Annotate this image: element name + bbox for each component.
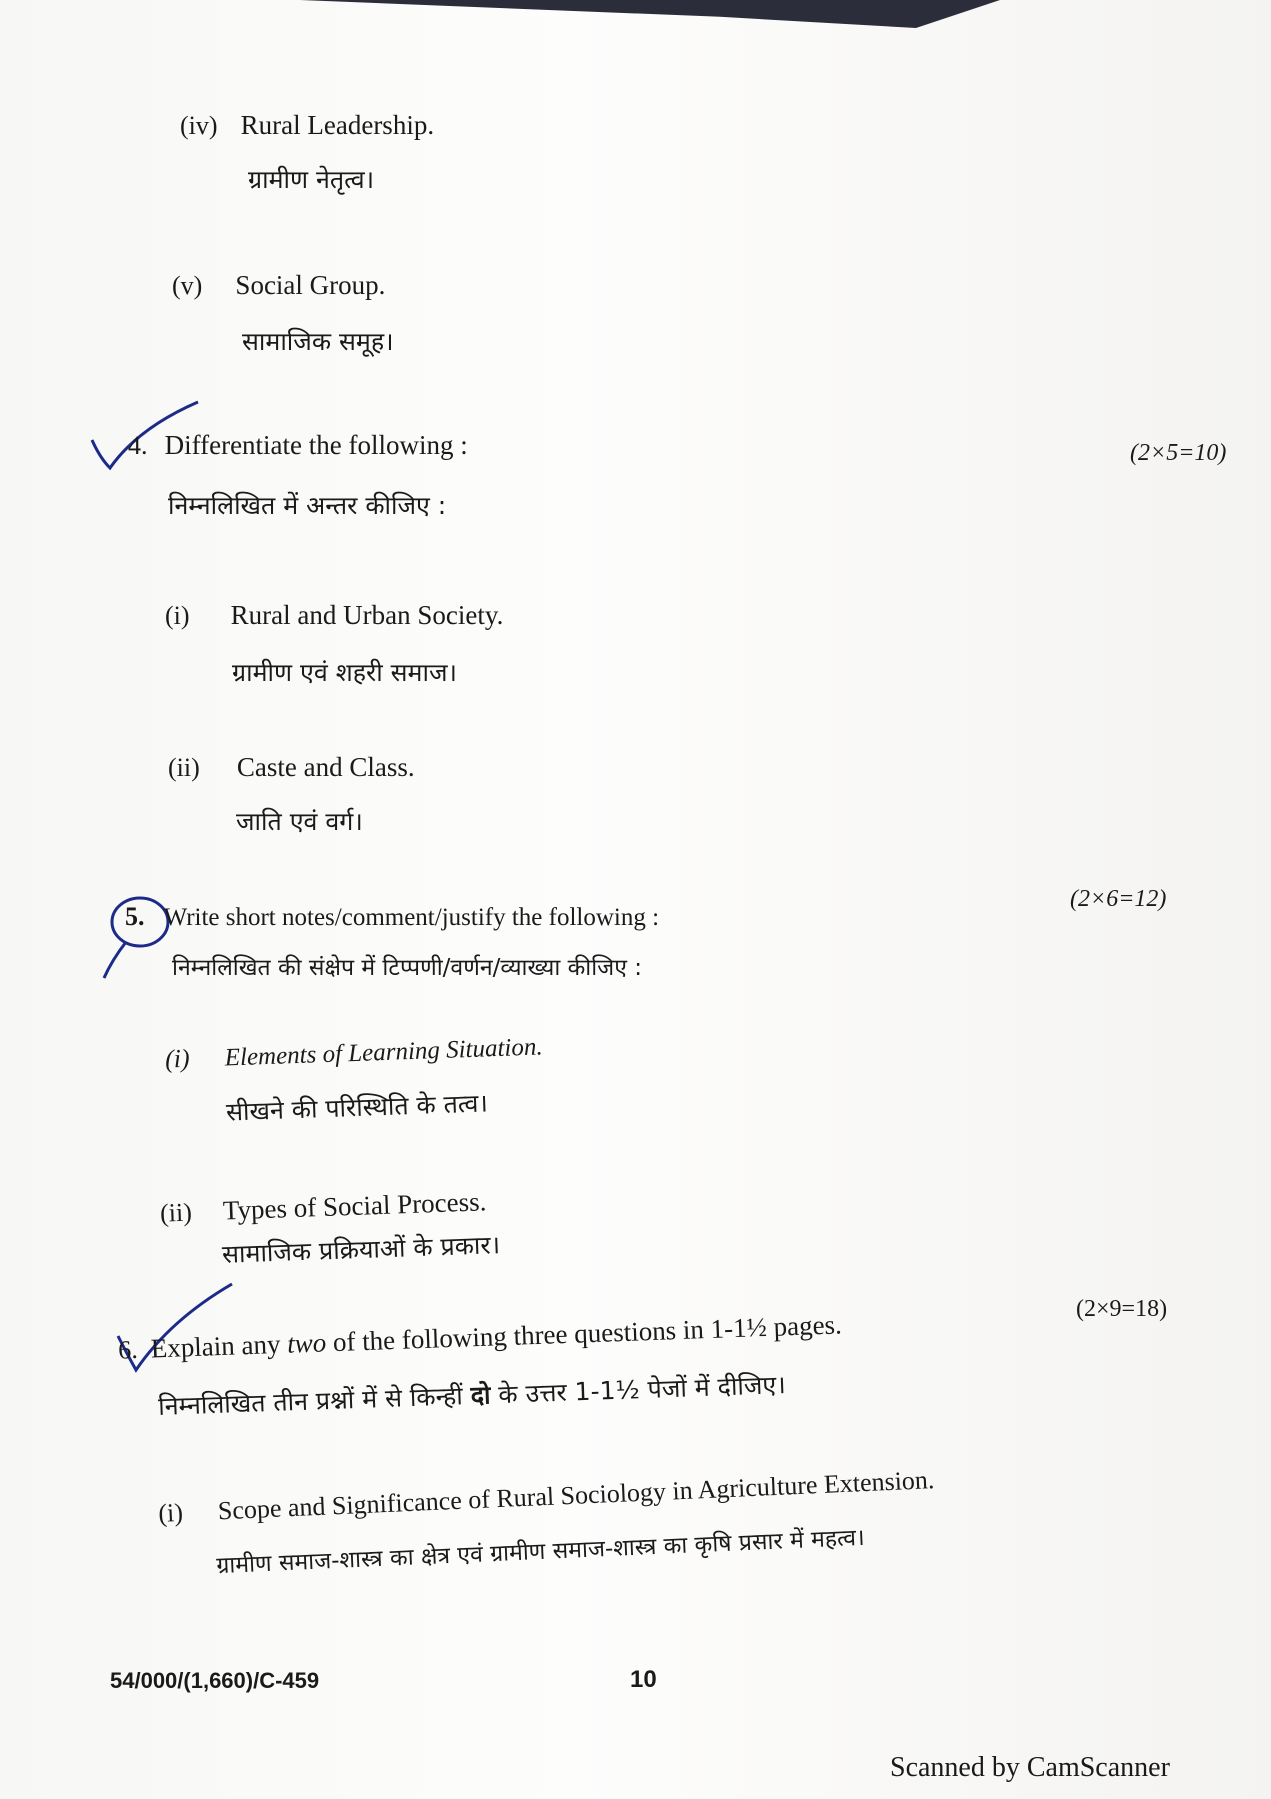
hindi-post: के उत्तर 1-1½ पेजों में दीजिए। (489, 1370, 787, 1410)
q4-item-i-hindi: ग्रामीण एवं शहरी समाज। (232, 658, 457, 687)
paper-code: 54/000/(1,660)/C-459 (110, 1668, 320, 1693)
item-text-en: Elements of Learning Situation. (224, 1033, 544, 1072)
question-5-hindi: निम्नलिखित की संक्षेप में टिप्पणी/वर्णन/व्याख्या कीजिए : (172, 955, 643, 981)
marks: (2×6=12) (1070, 886, 1167, 912)
q5-item-i (165, 1031, 544, 1074)
top-edge-shadow (300, 0, 1000, 28)
q5-item-i-hindi: सीखने की परिस्थिति के तत्व। (225, 1088, 489, 1127)
q4-item-ii (168, 752, 415, 783)
q4-item-i (165, 600, 503, 631)
question-number: 4. (128, 431, 148, 460)
item-number: (i) (164, 1043, 191, 1074)
question-text-pre: Explain any (150, 1328, 288, 1364)
hindi-bold: दो (470, 1380, 491, 1411)
question-number: 6. (117, 1334, 139, 1365)
question-4-hindi: निम्नलिखित में अन्तर कीजिए : (168, 491, 447, 520)
item-number: (i) (165, 601, 190, 630)
question-5 (125, 902, 659, 932)
page-number: 10 (630, 1666, 657, 1693)
item-number: (i) (157, 1497, 184, 1528)
question-number: 5. (125, 902, 145, 931)
item-number: (iv) (180, 111, 218, 140)
item-iv-hindi: ग्रामीण नेतृत्व। (248, 165, 375, 194)
question-6-hindi (158, 1367, 787, 1423)
item-iv (180, 110, 434, 141)
question-text-emph: two (286, 1327, 327, 1359)
item-number: (ii) (159, 1197, 193, 1228)
item-text-en: Rural Leadership. (240, 110, 435, 140)
q6-item-i (158, 1465, 935, 1529)
bleed-through (900, 270, 1200, 1070)
item-text-en: Caste and Class. (236, 752, 415, 782)
question-text-en: Differentiate the following : (164, 430, 468, 460)
q4-item-ii-hindi: जाति एवं वर्ग। (236, 807, 363, 836)
marks: (2×5=10) (1130, 440, 1227, 466)
scanner-watermark: Scanned by CamScanner (890, 1752, 1170, 1783)
item-text-en: Types of Social Process. (222, 1186, 487, 1226)
q5-item-ii-hindi: सामाजिक प्रक्रियाओं के प्रकार। (221, 1230, 501, 1269)
hindi-pre: निम्नलिखित तीन प्रश्नों में से किन्हीं (157, 1381, 472, 1421)
item-text-en: Scope and Significance of Rural Sociology in Agriculture Extension. (217, 1465, 935, 1526)
q5-item-ii (160, 1186, 487, 1228)
marks: (2×9=18) (1076, 1296, 1168, 1322)
item-v (172, 270, 385, 301)
question-text-en (150, 1309, 842, 1363)
question-text-post: of the following three questions in 1-1½ pages. (325, 1309, 843, 1358)
question-4 (128, 430, 468, 461)
item-text-en: Social Group. (235, 270, 386, 300)
item-v-hindi: सामाजिक समूह। (242, 327, 394, 356)
item-number: (ii) (168, 753, 200, 782)
q6-item-i-hindi: ग्रामीण समाज-शास्त्र का क्षेत्र एवं ग्रामीण समाज-शास्त्र का कृषि प्रसार में महत्व। (215, 1524, 866, 1580)
item-text-en: Rural and Urban Society. (230, 600, 504, 630)
question-text-en: Write short notes/comment/justify the following : (163, 904, 660, 931)
item-number: (v) (172, 271, 203, 300)
